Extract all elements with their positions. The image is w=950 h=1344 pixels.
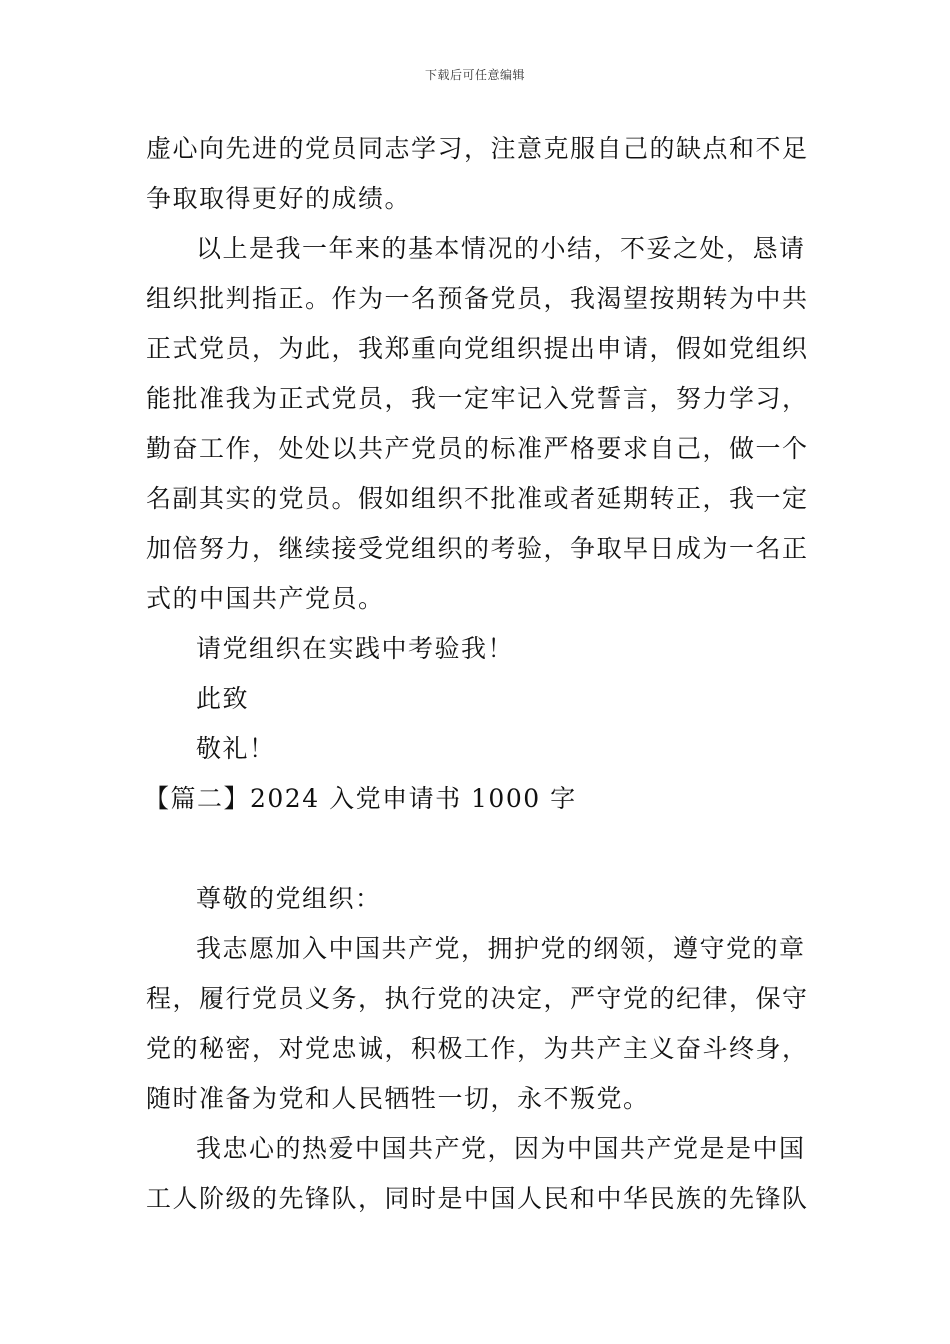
paragraph-line: 随时准备为党和人民牺牲一切，永不叛党。 — [146, 1084, 650, 1113]
paragraph-line: 式的中国共产党员。 — [146, 584, 385, 613]
paragraph-line: 请党组织在实践中考验我！ — [196, 634, 515, 663]
paragraph-line: 加倍努力，继续接受党组织的考验，争取早日成为一名正 — [146, 534, 809, 563]
paragraph-line: 名副其实的党员。假如组织不批准或者延期转正，我一定 — [146, 484, 809, 513]
paragraph-line: 争取取得更好的成绩。 — [146, 184, 412, 213]
paragraph-line: 党的秘密，对党忠诚，积极工作，为共产主义奋斗终身， — [146, 1034, 809, 1063]
paragraph-line: 工人阶级的先锋队，同时是中国人民和中华民族的先锋队 — [146, 1184, 809, 1213]
paragraph-line: 能批准我为正式党员，我一定牢记入党誓言，努力学习， — [146, 384, 809, 413]
paragraph-line: 组织批判指正。作为一名预备党员，我渴望按期转为中共 — [146, 284, 809, 313]
paragraph-line: 敬礼！ — [196, 734, 276, 763]
paragraph-line: 勤奋工作，处处以共产党员的标准严格要求自己，做一个 — [146, 434, 809, 463]
previous-letter-ending — [146, 124, 809, 774]
paragraph-line: 此致 — [196, 684, 250, 713]
paragraph-line: 我志愿加入中国共产党，拥护党的纲领，遵守党的章 — [196, 934, 806, 963]
application-letter — [146, 874, 809, 1224]
section-heading: 【篇二】2024 入党申请书 1000 字 — [144, 784, 577, 813]
paragraph-line: 程，履行党员义务，执行党的决定，严守党的纪律，保守 — [146, 984, 809, 1013]
page-header-note: 下载后可任意编辑 — [424, 68, 525, 82]
document-body — [144, 124, 809, 1224]
paragraph-line: 虚心向先进的党员同志学习，注意克服自己的缺点和不足 — [146, 134, 809, 163]
paragraph-line: 正式党员，为此，我郑重向党组织提出申请，假如党组织 — [146, 334, 809, 363]
blank-line — [146, 824, 806, 874]
paragraph-line: 以上是我一年来的基本情况的小结，不妥之处，恳请 — [196, 234, 806, 263]
paragraph-line: 我忠心的热爱中国共产党，因为中国共产党是是中国 — [196, 1134, 806, 1163]
paragraph-line: 尊敬的党组织： — [196, 884, 382, 913]
